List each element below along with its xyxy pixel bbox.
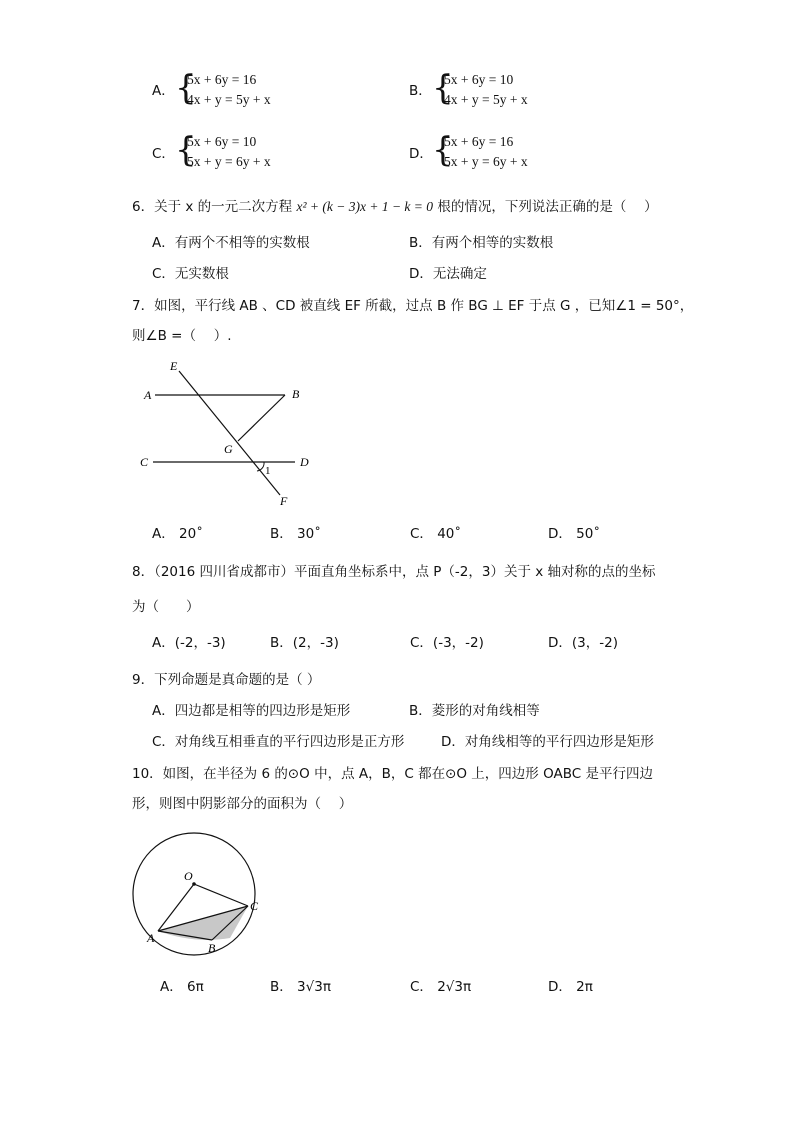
q9-option-d: D．对角线相等的平行四边形是矩形 (441, 734, 654, 750)
option-label: D． (409, 146, 433, 162)
q9-option-c: C．对角线互相垂直的平行四边形是正方形 (152, 734, 405, 750)
q9-option-a: A．四边都是相等的四边形是矩形 (152, 703, 351, 719)
q7-option-d: D． 50˚ (548, 526, 601, 542)
brace-icon: { (432, 130, 454, 170)
segment-oc (194, 884, 248, 906)
equation-line: 4x + y = 5y + x (187, 92, 271, 107)
label-f: F (280, 494, 288, 508)
label-b: B (208, 941, 216, 955)
q10-option-a: A． 6π (160, 979, 204, 995)
q5-option-d (409, 145, 433, 163)
equation-line: 5x + 6y = 16 (444, 134, 514, 149)
q8-option-c: C．(-3，-2) (410, 635, 484, 651)
q5-option-b (409, 82, 432, 100)
label-g: G (224, 442, 233, 456)
q10-figure (120, 818, 280, 963)
stem-text: 6．关于 x 的一元二次方程 (132, 199, 293, 215)
q7-figure (135, 355, 320, 515)
equation-line: 5x + y = 6y + x (444, 154, 528, 169)
center-dot (192, 882, 196, 886)
q6-stem (132, 198, 658, 216)
q8-option-d: D．(3，-2) (548, 635, 618, 651)
q10-option-c: C． 2√3π (410, 979, 472, 995)
brace-icon: { (432, 68, 454, 108)
q10-stem-line1: 10．如图，在半径为 6 的⊙O 中，点 A，B，C 都在⊙O 上，四边形 OABC 是平行四边 (132, 766, 653, 782)
brace-icon: { (175, 68, 197, 108)
angle-1-arc (257, 462, 264, 471)
label-e: E (170, 359, 178, 373)
label-o: O (184, 869, 193, 883)
q7-stem-line1: 7．如图，平行线 AB 、CD 被直线 EF 所截，过点 B 作 BG ⊥ EF 于点 G ，已知∠1 = 50°， (132, 298, 694, 314)
segment-bg (238, 395, 285, 441)
q5-system-b (432, 68, 552, 112)
q9-stem: 9．下列命题是真命题的是（ ） (132, 672, 321, 688)
equation-line: 4x + y = 5y + x (444, 92, 528, 107)
q8-option-a: A．(-2，-3) (152, 635, 226, 651)
q7-option-a: A． 20˚ (152, 526, 203, 542)
q10-option-d: D． 2π (548, 979, 593, 995)
equation-line: 5x + y = 6y + x (187, 154, 271, 169)
q6-option-b: B．有两个相等的实数根 (409, 235, 554, 251)
q8-stem-line1: 8．（2016 四川省成都市）平面直角坐标系中，点 P（-2，3）关于 x 轴对称的点的坐标 (132, 564, 656, 580)
label-angle-1: 1 (265, 465, 271, 477)
equation-line: 5x + 6y = 10 (187, 134, 257, 149)
q7-option-c: C． 40˚ (410, 526, 462, 542)
q5-option-a (152, 82, 175, 100)
q7-stem-line2: 则∠B =（ ）. (132, 328, 232, 344)
shaded-region (158, 906, 248, 940)
option-label: B． (409, 83, 432, 99)
q10-option-b: B． 3√3π (270, 979, 331, 995)
stem-text: 根的情况，下列说法正确的是（ ） (437, 199, 658, 215)
q8-option-b: B．(2，-3) (270, 635, 339, 651)
q10-stem-line2: 形，则图中阴影部分的面积为（ ） (132, 796, 353, 812)
label-d: D (300, 455, 309, 469)
brace-icon: { (175, 130, 197, 170)
q5-system-d (432, 130, 552, 174)
label-a: A (144, 388, 152, 402)
option-label: C． (152, 146, 175, 162)
q6-option-d: D．无法确定 (409, 266, 487, 282)
label-a: A (147, 931, 155, 945)
label-c: C (250, 899, 259, 913)
q8-stem-line2: 为（ ） (132, 599, 200, 615)
equation-line: 5x + 6y = 10 (444, 72, 514, 87)
label-b: B (292, 387, 300, 401)
q9-option-b: B．菱形的对角线相等 (409, 703, 540, 719)
label-c: C (140, 455, 149, 469)
q5-system-a (175, 68, 295, 112)
q6-option-c: C．无实数根 (152, 266, 229, 282)
equation-line: 5x + 6y = 16 (187, 72, 257, 87)
q5-system-c (175, 130, 295, 174)
equation: x² + (k − 3)x + 1 − k = 0 (296, 199, 434, 214)
q6-option-a: A．有两个不相等的实数根 (152, 235, 310, 251)
option-label: A． (152, 83, 175, 99)
q5-option-c (152, 145, 175, 163)
q7-option-b: B． 30˚ (270, 526, 321, 542)
